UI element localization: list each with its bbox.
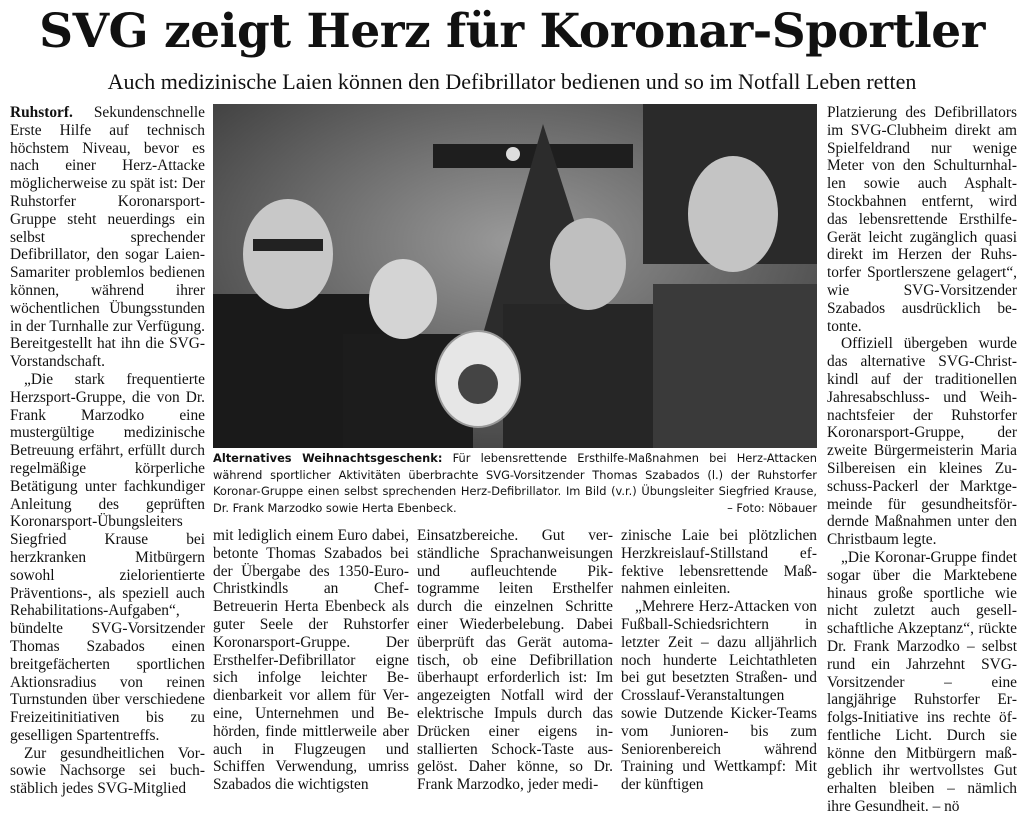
paragraph: Platzierung des Defibrillators im SVG-Clubheim direkt am Spielfeldrand nur wenige Meter von den Schulturnhallen sowie auch Asphalt-Stockbahnen entfernt, wird das lebensrettende Ersthilfe-Gerät leicht zugänglich quasi direkt im Herzen der Ruhstorfer Sportlerszene gelagert“, wie SVG-Vorsitzender Szabados ausdrücklich betonte. [827, 104, 1017, 335]
paragraph: zinische Laie bei plötzlichen Herzkreislauf-Stillstand effektive lebensrettende Maßnahmen einleiten. [621, 527, 817, 598]
caption-head: Alternatives Weihnachtsgeschenk: [213, 451, 443, 465]
paragraph: „Mehrere Herz-Attacken von Fußball-Schiedsrichtern in letzter Zeit – dazu alljährlich noch hunderte Leichtathleten bei gut besetzten Straßen- und Crosslauf-Veranstaltungen sowie Dutzende Kicker-Teams vom Junioren- bis zum Seniorenbereich während Training und Wettkampf: Mit der künftigen [621, 598, 817, 794]
paragraph: Zur gesundheitlichen Vorsowie Nachsorge sei buchstäblich jedes SVG-Mitglied [10, 744, 205, 798]
article-column-2 [213, 527, 409, 794]
article-photo [213, 104, 817, 448]
article-column-5 [827, 104, 1017, 816]
photo-caption [213, 450, 817, 520]
subheadline: Auch medizinische Laien können den Defibrillator bedienen und so im Notfall Leben retten [107, 69, 917, 94]
paragraph-text: Sekundenschnelle Erste Hilfe auf technisch höchstem Niveau, bevor es nach einer Herz-Attacke möglicherweise zu spät ist: Der Ruhstorfer Koronarsport-Gruppe steht neuerdings ein selbst sprechender Defibrillator, den sogar Laien-Samariter problemlos bedienen können, während ihrer wöchentlichen Übungsstunden in der Turnhalle zur Verfügung. Bereitgestellt hat ihn die SVG-Vorstandschaft. [10, 104, 205, 371]
article-column-4 [621, 527, 817, 794]
dateline: Ruhstorf. [10, 104, 73, 121]
paragraph: Einsatzbereiche. Gut verständliche Sprachanweisungen und aufleuchtende Piktogramme leiten Ersthelfer durch die einzelnen Schritte einer Wiederbelebung. Dabei überprüft das Gerät automatisch, ob eine Defibrillation überhaupt erforderlich ist: Im angezeigten Notfall wird der elektrische Impuls durch das Drücken einer eigens installierten Schock-Taste ausgelöst. Daher könne, so Dr. Frank Marzodko, jeder medi- [417, 527, 613, 794]
photo-illustration [213, 104, 817, 448]
article-column-3 [417, 527, 613, 794]
paragraph [10, 104, 205, 371]
paragraph: mit lediglich einem Euro dabei, betonte Thomas Szabados bei der Übergabe des 1350-Euro-Christkindls an Chef-Betreuerin Herta Ebenbeck als guter Seele der Ruhstorfer Koronarsport-Gruppe. Der Ersthelfer-Defibrillator eigne sich infolge leichter Bedienbarkeit vor allem für Vereine, Unternehmen und Behörden, finde mittlerweile aber auch in Flugzeugen und Schiffen Verwendung, umriss Szabados die wichtigsten [213, 527, 409, 794]
paragraph: „Die stark frequentierte Herzsport-Gruppe, die von Dr. Frank Marzodko eine mustergültige medizinische Betreuung erfährt, erfüllt durch regelmäßige körperliche Betätigung unter fachkundiger Anleitung des geprüften Koronarsport-Übungsleiters Siegfried Krause bei herzkranken Mitbürgern sowohl zielorientierte Präventions-, als speziell auch Rehabilitations-Aufgaben“, bündelte SVG-Vorsitzender Thomas Szabados einen breitgefächerten sportlichen Aktionsradius von reinen Turnstunden über verschiedene Freizeitinitiativen bis zu geselligen Spartentreffs. [10, 370, 205, 744]
photo-credit: – Foto: Nöbauer [727, 500, 817, 515]
caption-body: Für lebensrettende Ersthilfe-Maßnahmen bei Herz-Attacken während sportlicher Aktivitäten überbrachte SVG-Vorsitzender Thomas Szabados (l.) der Ruhstorfer Koronar-Gruppe einen selbst sprechenden Herz-Defibrillator. Im Bild (v.r.) Übungsleiter Siegfried Krause, Dr. Frank Marzodko sowie Herta Ebenbeck. [213, 451, 817, 515]
article-column-1 [10, 104, 205, 798]
headline: SVG zeigt Herz für Koronar-Sportler [39, 4, 985, 59]
paragraph: „Die Koronar-Gruppe findet sogar über die Marktebene hinaus große sportliche wie nicht zuletzt auch gesellschaftliche Akzeptanz“, rückte Dr. Frank Marzodko – selbst rund ein Jahrzehnt SVG-Vorsitzender – eine langjährige Ruhstorfer Erfolgs-Initiative ins rechte öffentliche Licht. Durch sie könne den Mitbürgern maßgeblich ihr wertvollstes Gut erhalten bleiben – nämlich ihre Gesundheit. – nö [827, 548, 1017, 816]
paragraph: Offiziell übergeben wurde das alternative SVG-Christkindl auf der traditionellen Jahresabschluss- und Weihnachtsfeier der Ruhstorfer Koronarsport-Gruppe, der zweite Bürgermeisterin Maria Silbereisen ein kleines Zuschuss-Packerl der Marktgemeinde für gesundheitsfördernde Maßnahmen unter den Christbaum legte. [827, 335, 1017, 549]
